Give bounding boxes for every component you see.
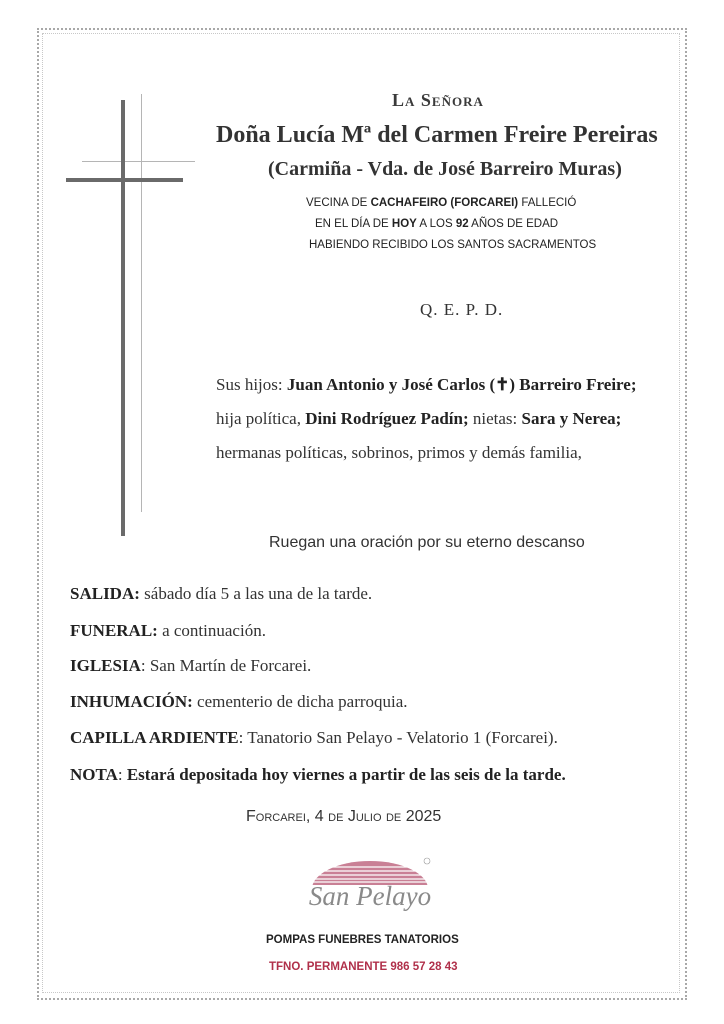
salida-line: SALIDA: sábado día 5 a las una de la tarde. (70, 584, 373, 603)
deceased-alias: (Carmiña - Vda. de José Barreiro Muras) (268, 158, 622, 180)
notice-line-1: VECINA DE CACHAFEIRO (FORCAREI) FALLECIÓ (306, 197, 577, 209)
notice-line-2: EN EL DÍA DE HOY A LOS 92 AÑOS DE EDAD (315, 218, 559, 230)
iglesia-line: IGLESIA: San Martín de Forcarei. (70, 656, 312, 675)
funeral-line: FUNERAL: a continuación. (70, 621, 266, 640)
qepd: Q. E. P. D. (420, 300, 504, 319)
nota-line: NOTA: Estará depositada hoy viernes a partir de las seis de la tarde. (70, 765, 566, 784)
company-name: POMPAS FUNEBRES TANATORIOS (266, 934, 459, 946)
notice-line-3: HABIENDO RECIBIDO LOS SANTOS SACRAMENTOS (309, 239, 597, 251)
title: La Señora (392, 90, 484, 110)
date-line: Forcarei, 4 de Julio de 2025 (246, 808, 442, 825)
svg-text:San Pelayo: San Pelayo (308, 881, 432, 911)
prayer-text: Ruegan una oración por su eterno descanso (269, 534, 585, 551)
family-line-1: Sus hijos: Juan Antonio y José Carlos (✝) Barreiro Freire; (216, 375, 637, 394)
deceased-name: Doña Lucía Mª del Carmen Freire Pereiras (216, 122, 658, 148)
capilla-line: CAPILLA ARDIENTE: Tanatorio San Pelayo - Velatorio 1 (Forcarei). (70, 728, 558, 747)
san-pelayo-logo (300, 855, 440, 915)
inhumacion-line: INHUMACIÓN: cementerio de dicha parroquia. (70, 692, 408, 711)
phone-number: TFNO. PERMANENTE 986 57 28 43 (269, 961, 458, 973)
family-line-2: hija política, Dini Rodríguez Padín; nietas: Sara y Nerea; (216, 409, 622, 428)
family-line-3: hermanas políticas, sobrinos, primos y demás familia, (216, 443, 582, 462)
